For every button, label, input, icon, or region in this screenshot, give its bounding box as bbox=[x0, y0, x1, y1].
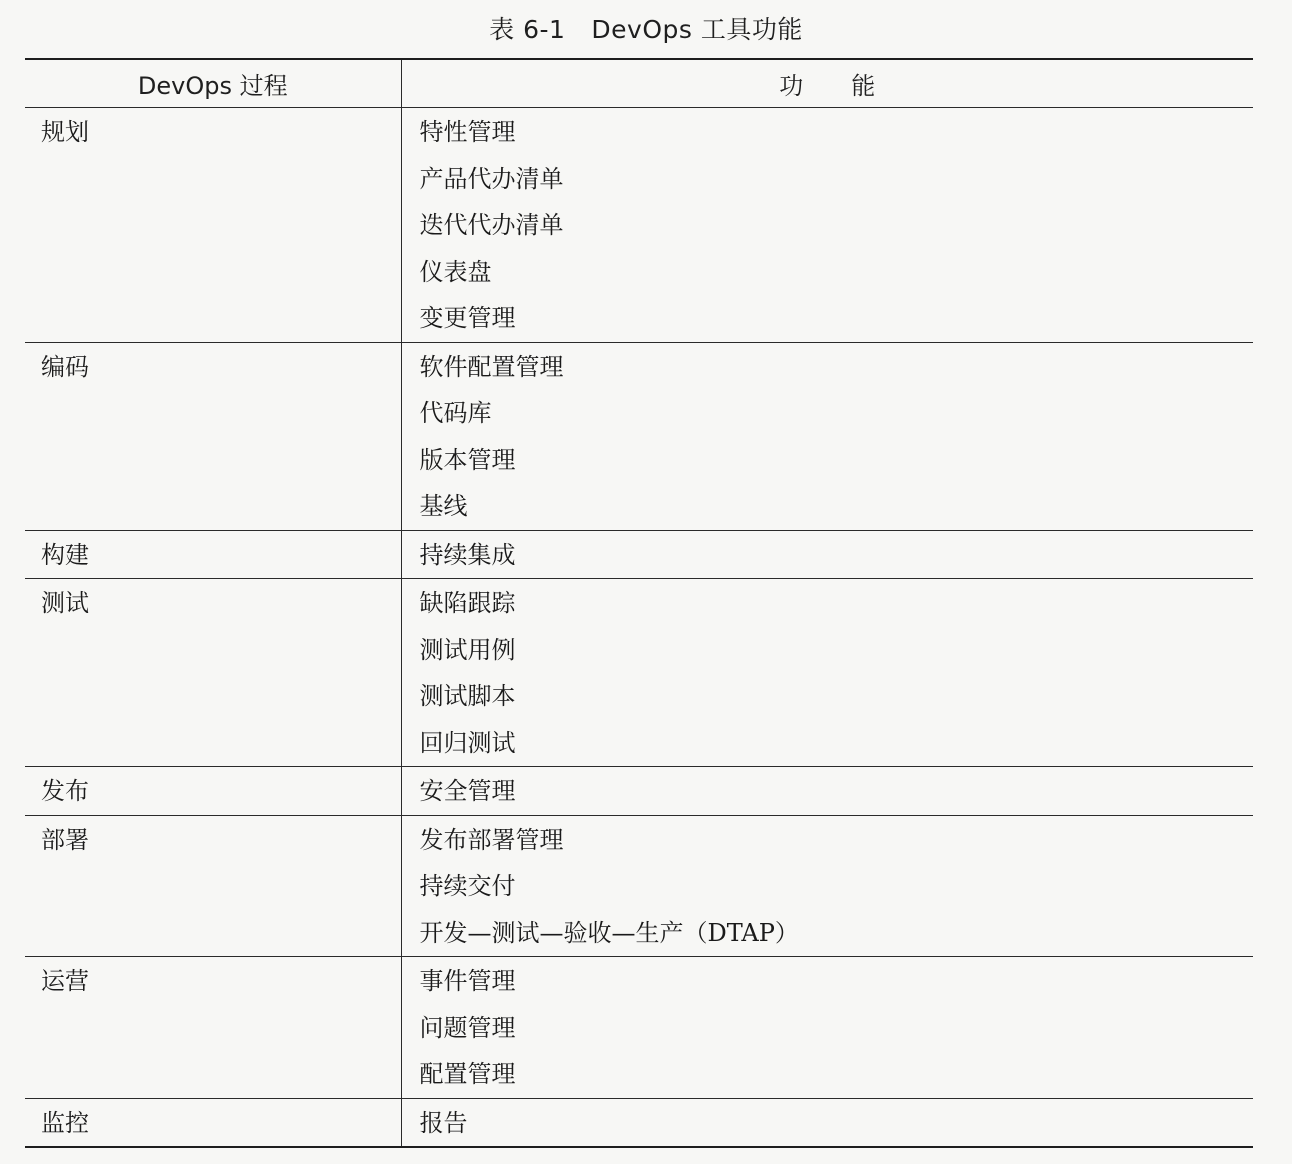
table-row bbox=[25, 957, 1253, 1099]
function-item: 版本管理 bbox=[419, 445, 516, 474]
functions-cell bbox=[401, 579, 1253, 767]
table-row bbox=[25, 579, 1253, 767]
functions-cell bbox=[401, 342, 1253, 530]
function-item: 迭代代办清单 bbox=[419, 211, 564, 239]
function-item: 产品代办清单 bbox=[419, 164, 564, 193]
function-item: 特性管理 bbox=[419, 118, 516, 146]
process-cell: 发布 bbox=[25, 767, 401, 816]
function-item: 测试用例 bbox=[419, 635, 516, 664]
functions-cell bbox=[401, 108, 1253, 343]
table-row bbox=[25, 530, 1253, 579]
table-row bbox=[25, 108, 1253, 343]
process-cell: 编码 bbox=[25, 342, 401, 530]
process-cell: 运营 bbox=[25, 957, 401, 1099]
function-item: 持续集成 bbox=[419, 540, 516, 569]
function-item: 缺陷跟踪 bbox=[419, 589, 516, 617]
table-number: 表 6-1 bbox=[489, 15, 566, 44]
table-row bbox=[25, 767, 1253, 816]
function-item: 报告 bbox=[419, 1108, 468, 1137]
function-item: 问题管理 bbox=[419, 1013, 516, 1042]
header-function: 功 能 bbox=[401, 59, 1253, 108]
function-item: 测试脚本 bbox=[419, 682, 516, 710]
functions-cell bbox=[401, 957, 1253, 1099]
function-item: 回归测试 bbox=[419, 728, 516, 757]
process-cell: 构建 bbox=[25, 530, 401, 579]
function-item: 开发—测试—验收—生产（DTAP） bbox=[419, 918, 799, 947]
function-item: 变更管理 bbox=[419, 304, 516, 332]
functions-cell bbox=[401, 1098, 1253, 1147]
process-cell: 规划 bbox=[25, 108, 401, 343]
function-item: 基线 bbox=[419, 492, 468, 520]
function-item: 持续交付 bbox=[419, 872, 516, 900]
process-cell: 部署 bbox=[25, 815, 401, 957]
function-item: 安全管理 bbox=[419, 777, 516, 805]
function-item: 配置管理 bbox=[419, 1060, 516, 1088]
table-caption bbox=[0, 10, 1292, 46]
functions-cell bbox=[401, 767, 1253, 816]
devops-tools-table bbox=[25, 58, 1253, 1148]
header-devops-process: DevOps 过程 bbox=[25, 59, 401, 108]
table-row bbox=[25, 815, 1253, 957]
function-item: 软件配置管理 bbox=[419, 352, 564, 381]
process-cell: 测试 bbox=[25, 579, 401, 767]
functions-cell bbox=[401, 815, 1253, 957]
function-item: 事件管理 bbox=[419, 967, 516, 995]
function-item: 仪表盘 bbox=[419, 257, 492, 286]
table-title: DevOps 工具功能 bbox=[591, 15, 803, 44]
function-item: 发布部署管理 bbox=[419, 825, 564, 854]
table-row bbox=[25, 1098, 1253, 1147]
function-item: 代码库 bbox=[419, 399, 492, 427]
table-body bbox=[25, 108, 1253, 1148]
table-row bbox=[25, 342, 1253, 530]
table-header-row bbox=[25, 59, 1253, 108]
process-cell: 监控 bbox=[25, 1098, 401, 1147]
functions-cell bbox=[401, 530, 1253, 579]
